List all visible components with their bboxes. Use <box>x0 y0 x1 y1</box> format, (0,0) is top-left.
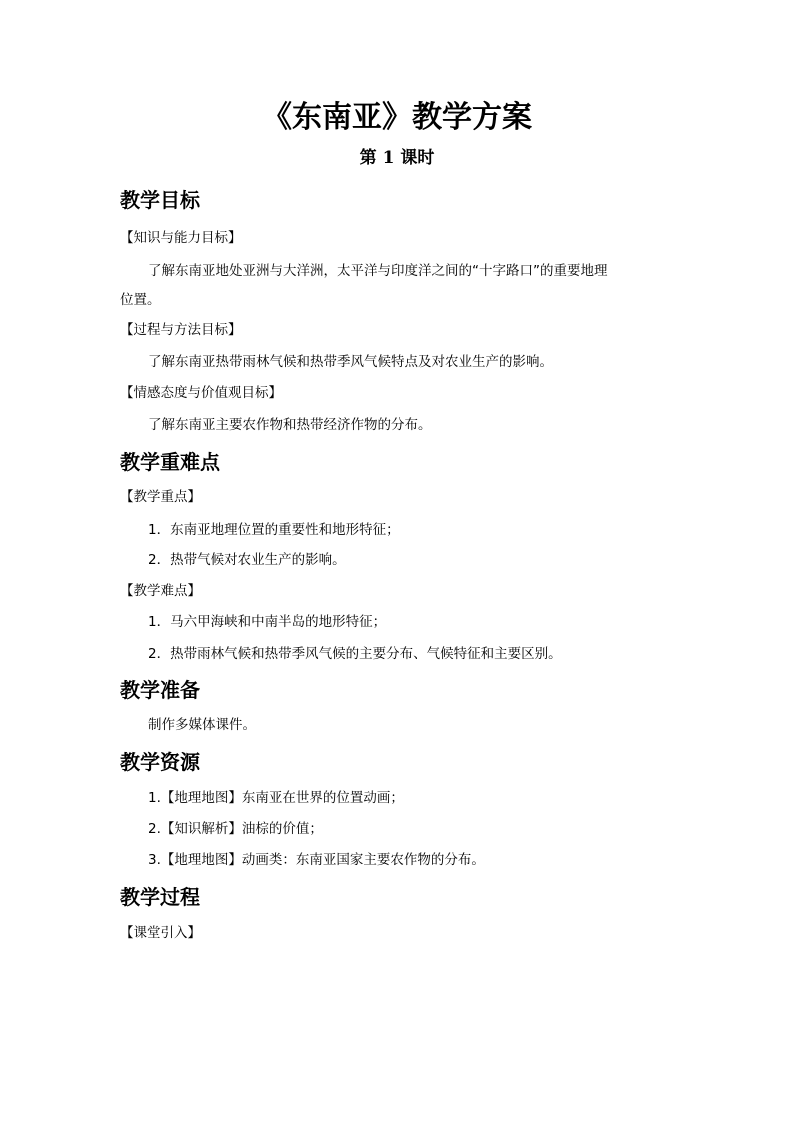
list-item: 2.【知识解析】油棕的价值； <box>148 821 323 837</box>
heading-process: 教学过程 <box>120 885 200 909</box>
list-item: 1.【地理地图】东南亚在世界的位置动画； <box>148 790 404 806</box>
label-emotion: 【情感态度与价值观目标】 <box>120 385 282 401</box>
list-item: 1．马六甲海峡和中南半岛的地形特征； <box>148 614 387 630</box>
heading-resources: 教学资源 <box>120 750 200 774</box>
heading-preparation: 教学准备 <box>120 678 200 702</box>
list-item: 1．东南亚地理位置的重要性和地形特征； <box>148 522 400 538</box>
page-subtitle: 第 1 课时 <box>359 148 435 168</box>
text-emotion: 了解东南亚主要农作物和热带经济作物的分布。 <box>148 417 432 433</box>
list-item: 2．热带气候对农业生产的影响。 <box>148 552 346 568</box>
label-knowledge: 【知识与能力目标】 <box>120 230 242 246</box>
list-item: 2．热带雨林气候和热带季风气候的主要分布、气候特征和主要区别。 <box>148 646 562 662</box>
label-difficulty: 【教学难点】 <box>120 583 201 599</box>
heading-objectives: 教学目标 <box>120 188 200 212</box>
heading-key-points: 教学重难点 <box>120 450 220 474</box>
text-knowledge-line1: 了解东南亚地处亚洲与大洋洲，太平洋与印度洋之间的“十字路口”的重要地理 <box>148 263 608 279</box>
label-intro: 【课堂引入】 <box>120 925 201 941</box>
list-item: 3.【地理地图】动画类：东南亚国家主要农作物的分布。 <box>148 852 485 868</box>
page-title: 《东南亚》教学方案 <box>262 100 532 135</box>
text-process: 了解东南亚热带雨林气候和热带季风气候特点及对农业生产的影响。 <box>148 354 553 370</box>
text-knowledge-line2: 位置。 <box>120 292 161 308</box>
text-preparation: 制作多媒体课件。 <box>148 717 256 733</box>
label-focus: 【教学重点】 <box>120 489 201 505</box>
label-process: 【过程与方法目标】 <box>120 322 242 338</box>
